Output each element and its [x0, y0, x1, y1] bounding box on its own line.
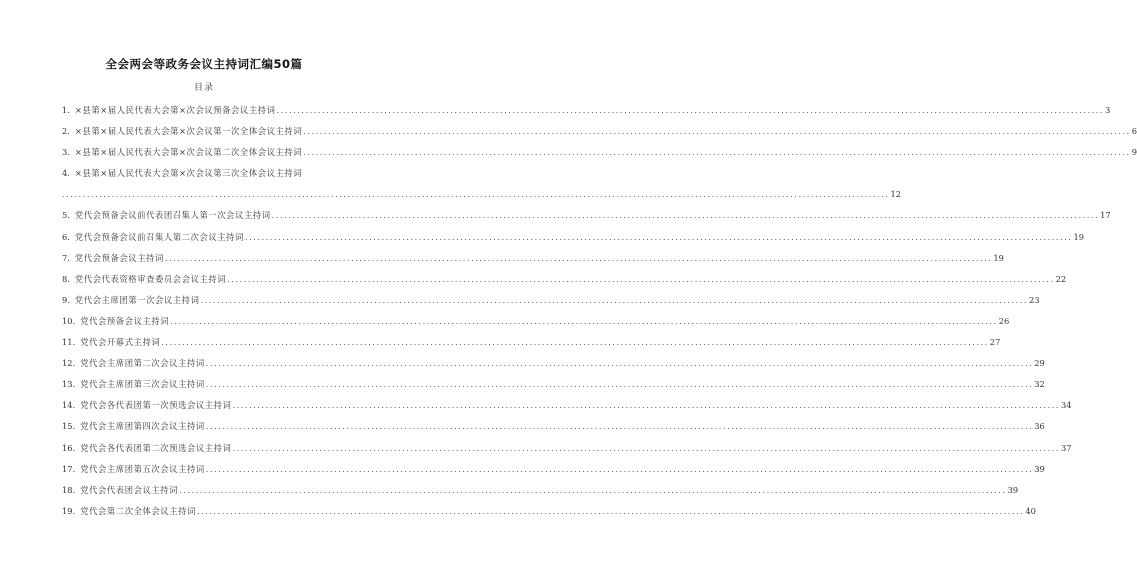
toc-page-number: 9 [1131, 147, 1137, 158]
toc-entry[interactable] [62, 357, 1045, 378]
toc-entry-title: 党代会主席团第四次会议主持词 [80, 421, 205, 432]
toc-leader-dots: ........................................................................................................................................................................................................ [170, 315, 998, 326]
toc-page-number: 3 [1105, 105, 1111, 115]
toc-entry-title: ×县第×届人民代表大会第×次会议第一次全体会议主持词 [74, 126, 303, 137]
toc-entry-number: 18. [62, 484, 76, 495]
toc-entry-number: 14. [62, 400, 76, 411]
toc-entry-number: 9. [62, 294, 70, 305]
toc-leader-dots: ........................................................................................................................................................................................................ [303, 126, 1131, 137]
toc-entry-title: 党代会主席团第三次会议主持词 [80, 379, 205, 390]
toc-page-number: 34 [1060, 400, 1072, 411]
toc-entry[interactable] [62, 167, 348, 188]
toc-entry-title: 党代会开幕式主持词 [80, 337, 161, 348]
toc-leader-dots: ........................................................................................................................................................................................................ [271, 210, 1100, 221]
toc-leader-dots: ........................................................................................................................................................................................................ [164, 252, 993, 263]
toc-entry[interactable] [62, 104, 1111, 125]
toc-entry[interactable] [62, 231, 1085, 252]
toc-entry-number: 1. [62, 105, 70, 115]
toc-entry-number: 13. [62, 379, 76, 390]
toc-entry-title: 党代会预备会议主持词 [74, 252, 164, 263]
toc-entry[interactable] [62, 378, 1045, 399]
toc-entry[interactable] [62, 399, 1072, 420]
toc-entry-number: 17. [62, 463, 76, 474]
toc-entry-number: 15. [62, 421, 76, 432]
toc-entry[interactable] [62, 146, 1137, 167]
toc-entry[interactable] [62, 505, 1036, 526]
toc-entry-title: 党代会主席团第二次会议主持词 [80, 358, 205, 369]
toc-leader-dots: ........................................................................................................................................................................................................ [179, 484, 1007, 495]
toc-page-number: 26 [998, 315, 1010, 326]
toc-leader-dots: ........................................................................................................................................................................................................ [205, 463, 1034, 474]
toc-entry-title: 党代会预备会议前代表团召集人第一次会议主持词 [74, 210, 271, 221]
toc-entry-number: 5. [62, 210, 70, 221]
toc-leader-dots: ........................................................................................................................................................................................................ [303, 147, 1131, 158]
toc-entry-title: 党代会主席团第一次会议主持词 [74, 294, 200, 305]
toc-entry-number: 3. [62, 147, 70, 158]
toc-leader-dots: ........................................................................................................................................................................................................ [62, 189, 890, 200]
toc-entry[interactable] [62, 294, 1040, 315]
toc-page-number: 29 [1034, 358, 1045, 369]
toc-entry-title: ×县第×届人民代表大会第×次会议第三次全体会议主持词 [74, 168, 303, 179]
toc-leader-dots: ........................................................................................................................................................................................................ [196, 505, 1025, 516]
toc-leader-dots: ........................................................................................................................................................................................................ [244, 231, 1073, 242]
toc-entry[interactable] [62, 209, 1111, 230]
toc-entry[interactable] [62, 125, 1137, 146]
toc-entry-number: 19. [62, 505, 76, 516]
toc-entry[interactable] [62, 484, 1019, 505]
toc-page-number: 27 [989, 337, 1001, 348]
toc-entry-title: 党代会预备会议前召集人第二次会议主持词 [74, 231, 244, 242]
toc-entry-number: 4. [62, 168, 70, 179]
toc-page-number: 40 [1025, 505, 1036, 516]
toc-leader-dots: ........................................................................................................................................................................................................ [232, 400, 1060, 411]
toc-leader-dots: ........................................................................................................................................................................................................ [232, 442, 1060, 453]
toc-entry-number: 11. [62, 337, 76, 348]
toc-entry-title: ×县第×届人民代表大会第×次会议第二次全体会议主持词 [74, 147, 303, 158]
toc-entry[interactable] [62, 273, 1067, 294]
toc-page-number: 22 [1055, 273, 1067, 284]
toc-page-number: 19 [993, 252, 1004, 263]
toc-leader-dots: ........................................................................................................................................................................................................ [161, 337, 989, 348]
toc-leader-dots: ........................................................................................................................................................................................................ [200, 294, 1028, 305]
toc-entry-number: 8. [62, 273, 70, 284]
toc-entry[interactable] [62, 188, 902, 209]
toc-entry-number: 10. [62, 315, 76, 326]
toc-entry-number: 2. [62, 126, 70, 137]
toc-entry[interactable] [62, 252, 1004, 273]
toc-entry-number: 16. [62, 442, 76, 453]
toc-entry[interactable] [62, 315, 1010, 336]
toc-page-number: 6 [1131, 126, 1137, 137]
toc-page-number: 32 [1034, 379, 1045, 390]
toc-page-number: 36 [1034, 421, 1045, 432]
toc-entry-number: 6. [62, 231, 70, 242]
toc-leader-dots: ........................................................................................................................................................................................................ [205, 379, 1034, 390]
toc-page-number: 19 [1073, 231, 1085, 242]
toc-entry-title: 党代会代表资格审查委员会会议主持词 [74, 273, 227, 284]
toc-page-number: 17 [1100, 210, 1111, 221]
document-title: 全会两会等政务会议主持词汇编50篇 [105, 57, 303, 71]
toc-entry-title: ×县第×届人民代表大会第×次会议预备会议主持词 [74, 105, 276, 115]
toc-leader-dots: ........................................................................................................................................................................................................ [227, 273, 1055, 284]
toc-heading: 目录 [193, 83, 214, 93]
toc-entry[interactable] [62, 463, 1045, 484]
toc-leader-dots: ........................................................................................................................................................................................................ [205, 358, 1034, 369]
toc-entry-title: 党代会代表团会议主持词 [80, 484, 179, 495]
toc-entry[interactable] [62, 442, 1072, 463]
toc-entry-number: 7. [62, 252, 70, 263]
toc-entry[interactable] [62, 420, 1045, 441]
toc-entry-title: 党代会各代表团第一次预选会议主持词 [80, 400, 232, 411]
toc-page-number: 37 [1060, 442, 1072, 453]
table-of-contents [62, 104, 1137, 526]
toc-page-number: 12 [890, 189, 902, 200]
toc-leader-dots: ........................................................................................................................................................................................................ [205, 421, 1034, 432]
toc-entry-number: 12. [62, 358, 76, 369]
toc-entry-title: 党代会第二次全体会议主持词 [80, 505, 196, 516]
toc-leader-dots: ........................................................................................................................................................................................................ [276, 105, 1105, 115]
toc-entry-title: 党代会预备会议主持词 [80, 315, 170, 326]
toc-page-number: 39 [1007, 484, 1019, 495]
toc-entry-title: 党代会各代表团第二次预选会议主持词 [80, 442, 232, 453]
toc-entry[interactable] [62, 336, 1001, 357]
toc-page-number: 23 [1028, 294, 1040, 305]
toc-entry-title: 党代会主席团第五次会议主持词 [80, 463, 205, 474]
toc-page-number: 39 [1034, 463, 1045, 474]
